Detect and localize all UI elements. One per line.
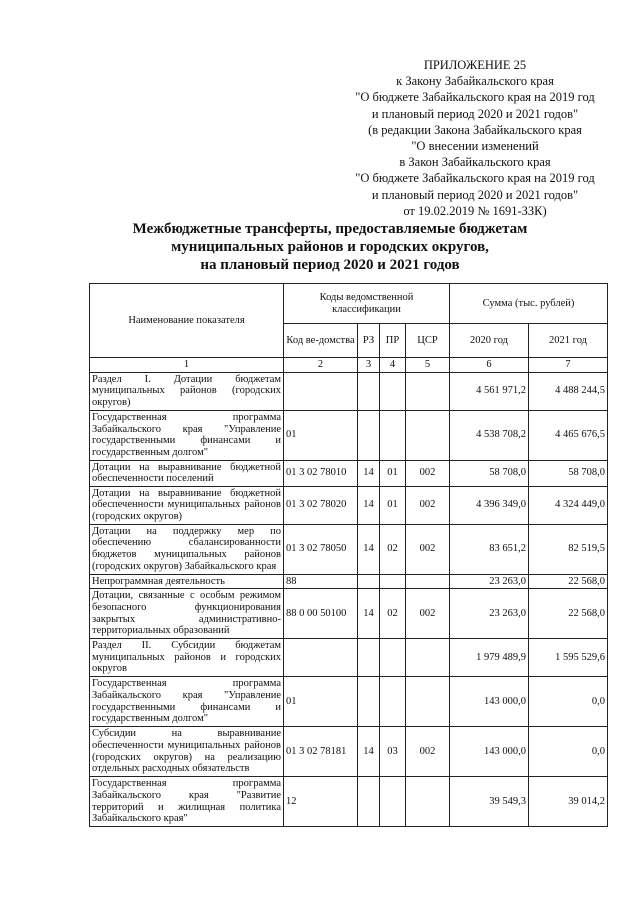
header-pr: ПР xyxy=(380,324,406,358)
row-rz xyxy=(358,372,380,410)
appendix-line: ПРИЛОЖЕНИЕ 25 xyxy=(423,58,527,72)
title-line: на плановый период 2020 и 2021 годов xyxy=(200,257,460,273)
row-2020: 1 979 489,9 xyxy=(450,639,529,677)
row-rz xyxy=(358,639,380,677)
appendix-line: и плановый период 2020 и 2021 годов" xyxy=(371,187,579,202)
row-2021: 82 519,5 xyxy=(529,524,608,574)
row-2020: 83 651,2 xyxy=(450,524,529,574)
row-dept: 88 xyxy=(284,574,358,589)
row-pr: 03 xyxy=(380,727,406,777)
row-dept: 01 xyxy=(284,410,358,460)
row-name: Раздел I. Дотации бюджетам муниципальных районов (городских округов) xyxy=(90,372,284,410)
table-row xyxy=(90,727,608,777)
title-line: муниципальных районов и городских округов, xyxy=(171,239,489,255)
row-rz: 14 xyxy=(358,727,380,777)
row-csr xyxy=(406,372,450,410)
row-csr xyxy=(406,777,450,827)
row-dept: 01 3 02 78181 xyxy=(284,727,358,777)
row-name: Государственная программа Забайкальского края "Управление государственными финансами и государственным долгом" xyxy=(90,677,284,727)
header-name: Наименование показателя xyxy=(90,284,284,358)
row-csr: 002 xyxy=(406,589,450,639)
row-csr: 002 xyxy=(406,486,450,524)
row-2020: 23 263,0 xyxy=(450,589,529,639)
row-name: Непрограммная деятельность xyxy=(90,574,284,589)
header-sum: Сумма (тыс. рублей) xyxy=(450,284,608,324)
row-pr: 01 xyxy=(380,486,406,524)
appendix-line: в Закон Забайкальского края xyxy=(399,155,551,170)
table-row xyxy=(90,777,608,827)
row-rz xyxy=(358,574,380,589)
appendix-line: "О бюджете Забайкальского края на 2019 год xyxy=(355,90,595,105)
table-row xyxy=(90,589,608,639)
row-2021: 0,0 xyxy=(529,727,608,777)
column-number: 4 xyxy=(380,358,406,373)
column-number: 3 xyxy=(358,358,380,373)
appendix-line: от 19.02.2019 № 1691-ЗЗК) xyxy=(403,203,547,218)
row-2020: 39 549,3 xyxy=(450,777,529,827)
row-csr xyxy=(406,574,450,589)
row-2021: 58 708,0 xyxy=(529,460,608,486)
row-csr: 002 xyxy=(406,727,450,777)
header-2020: 2020 год xyxy=(450,324,529,358)
row-2020: 143 000,0 xyxy=(450,727,529,777)
title-line: Межбюджетные трансферты, предоставляемые бюджетам xyxy=(132,221,528,237)
column-number: 7 xyxy=(529,358,608,373)
table-row xyxy=(90,524,608,574)
header-rz: РЗ xyxy=(358,324,380,358)
table-row xyxy=(90,574,608,589)
row-name: Раздел II. Субсидии бюджетам муниципальных районов и городских округов xyxy=(90,639,284,677)
table-row xyxy=(90,677,608,727)
column-number: 5 xyxy=(406,358,450,373)
transfers-table xyxy=(89,283,608,827)
row-2020: 4 396 349,0 xyxy=(450,486,529,524)
row-name: Дотации на выравнивание бюджетной обеспеченности муниципальных районов (городских округов) xyxy=(90,486,284,524)
header-csr: ЦСР xyxy=(406,324,450,358)
table-row xyxy=(90,486,608,524)
row-csr xyxy=(406,410,450,460)
row-2020: 58 708,0 xyxy=(450,460,529,486)
row-2021: 22 568,0 xyxy=(529,589,608,639)
row-pr xyxy=(380,777,406,827)
row-pr xyxy=(380,677,406,727)
row-name: Субсидии на выравнивание обеспеченности муниципальных районов (городских округов) на реализацию отдельных расходных обязательств xyxy=(90,727,284,777)
row-dept: 88 0 00 50100 xyxy=(284,589,358,639)
row-dept: 01 xyxy=(284,677,358,727)
appendix-line: "О внесении изменений xyxy=(411,139,539,154)
row-name: Дотации на выравнивание бюджетной обеспеченности поселений xyxy=(90,460,284,486)
row-pr xyxy=(380,410,406,460)
row-2020: 143 000,0 xyxy=(450,677,529,727)
row-2021: 39 014,2 xyxy=(529,777,608,827)
row-rz xyxy=(358,777,380,827)
row-rz xyxy=(358,410,380,460)
header-2021: 2021 год xyxy=(529,324,608,358)
document-title xyxy=(60,220,600,274)
column-number: 6 xyxy=(450,358,529,373)
row-rz: 14 xyxy=(358,524,380,574)
row-csr: 002 xyxy=(406,460,450,486)
appendix-line: и плановый период 2020 и 2021 годов" xyxy=(371,106,579,121)
appendix-header xyxy=(330,57,620,219)
row-csr xyxy=(406,639,450,677)
table-row xyxy=(90,410,608,460)
table-row xyxy=(90,639,608,677)
row-dept xyxy=(284,639,358,677)
row-2021: 1 595 529,6 xyxy=(529,639,608,677)
header-codes: Коды ведомственной классификации xyxy=(284,284,450,324)
row-pr: 01 xyxy=(380,460,406,486)
row-name: Дотации на поддержку мер по обеспечению сбалансированности бюджетов муниципальных районов (городских округов) Забайкальского края xyxy=(90,524,284,574)
row-dept xyxy=(284,372,358,410)
row-rz: 14 xyxy=(358,589,380,639)
row-dept: 12 xyxy=(284,777,358,827)
row-pr: 02 xyxy=(380,524,406,574)
row-csr: 002 xyxy=(406,524,450,574)
table-row xyxy=(90,372,608,410)
column-number: 2 xyxy=(284,358,358,373)
appendix-line: (в редакции Закона Забайкальского края xyxy=(368,122,582,137)
row-rz xyxy=(358,677,380,727)
row-name: Дотации, связанные с особым режимом безопасного функционирования закрытых административно-территориальных образований xyxy=(90,589,284,639)
row-name: Государственная программа Забайкальского края "Развитие территорий и жилищная политика Забайкальского края" xyxy=(90,777,284,827)
row-pr: 02 xyxy=(380,589,406,639)
row-dept: 01 3 02 78010 xyxy=(284,460,358,486)
appendix-line: к Закону Забайкальского края xyxy=(396,74,554,89)
column-number: 1 xyxy=(90,358,284,373)
row-pr xyxy=(380,639,406,677)
row-pr xyxy=(380,372,406,410)
row-name: Государственная программа Забайкальского края "Управление государственными финансами и государственным долгом" xyxy=(90,410,284,460)
row-dept: 01 3 02 78050 xyxy=(284,524,358,574)
row-2021: 4 324 449,0 xyxy=(529,486,608,524)
row-2021: 4 488 244,5 xyxy=(529,372,608,410)
header-dept: Код ве-домства xyxy=(284,324,358,358)
row-csr xyxy=(406,677,450,727)
row-2020: 23 263,0 xyxy=(450,574,529,589)
row-2021: 4 465 676,5 xyxy=(529,410,608,460)
row-2021: 22 568,0 xyxy=(529,574,608,589)
table-row xyxy=(90,460,608,486)
row-2021: 0,0 xyxy=(529,677,608,727)
row-rz: 14 xyxy=(358,486,380,524)
row-rz: 14 xyxy=(358,460,380,486)
row-pr xyxy=(380,574,406,589)
row-2020: 4 561 971,2 xyxy=(450,372,529,410)
row-dept: 01 3 02 78020 xyxy=(284,486,358,524)
appendix-line: "О бюджете Забайкальского края на 2019 год xyxy=(355,171,595,186)
row-2020: 4 538 708,2 xyxy=(450,410,529,460)
